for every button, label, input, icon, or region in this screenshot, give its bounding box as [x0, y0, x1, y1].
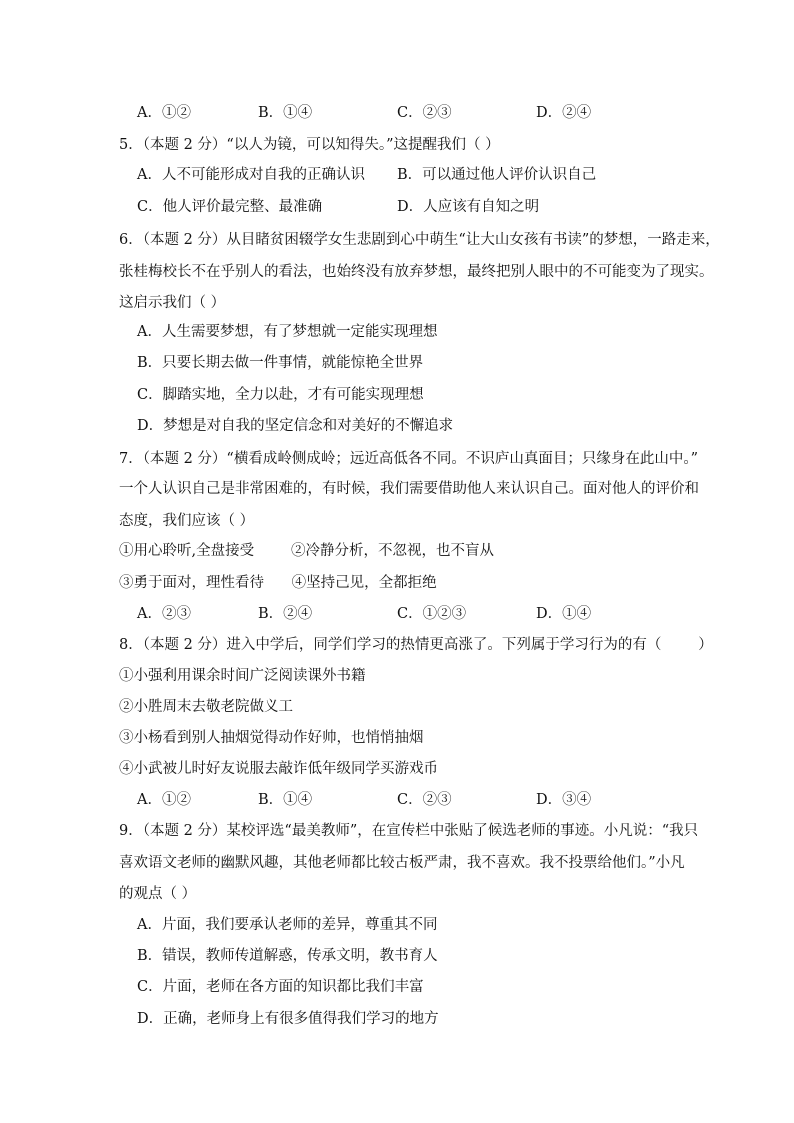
q6-option-d: D．梦想是对自我的坚定信念和对美好的不懈追求	[137, 418, 454, 434]
q7-items-line2: ③勇于面对，理性看待 ④坚持己见，全都拒绝	[119, 575, 437, 591]
q8-option-c: C．②③	[397, 792, 452, 808]
q9-stem-line2: 喜欢语文老师的幽默风趣，其他老师都比较古板严肃，我不喜欢。我不投票给他们。”小凡	[119, 855, 685, 871]
q8-option-a: A．①②	[137, 792, 191, 808]
q7-options	[137, 605, 657, 623]
q9-option-a: A．片面，我们要承认老师的差异，尊重其不同	[137, 917, 438, 933]
q6-option-a: A．人生需要梦想，有了梦想就一定能实现理想	[137, 324, 438, 340]
q9-option-b: B．错误，教师传道解惑，传承文明，教书育人	[137, 948, 438, 964]
q6-stem-line3: 这启示我们（ ）	[119, 295, 226, 311]
q5-option-a: A．人不可能形成对自我的正确认识	[137, 167, 365, 183]
q7-option-c: C．①②③	[397, 606, 467, 622]
q7-option-b: B．②④	[258, 606, 313, 622]
q7-stem-line3: 态度，我们应该（ ）	[119, 513, 255, 529]
q5-option-d: D．人应该有自知之明	[397, 199, 540, 215]
q7-stem-line2: 一个人认识自己是非常困难的，有时候，我们需要借助他人来认识自己。面对他人的评价和	[119, 481, 699, 497]
q5-options-row1	[137, 166, 657, 184]
q5-option-c: C．他人评价最完整、最准确	[137, 199, 323, 215]
q6-option-b: B．只要长期去做一件事情，就能惊艳全世界	[137, 355, 424, 371]
q5-option-b: B．可以通过他人评价认识自己	[397, 167, 597, 183]
q6-stem-line1: 6．（本题 2 分）从目睹贫困辍学女生悲剧到心中萌生“让大山女孩有书读”的梦想，一路走来，	[119, 232, 720, 248]
q4-option-d: D．②④	[536, 105, 592, 121]
q4-option-b: B．①④	[258, 105, 313, 121]
q4-option-a: A．①②	[137, 105, 191, 121]
q4-option-c: C．②③	[397, 105, 452, 121]
q9-stem-line1: 9．（本题 2 分）某校评选“最美教师”，在宣传栏中张贴了候选老师的事迹。小凡说：“我只	[119, 823, 699, 839]
q8-stem: 8．（本题 2 分）进入中学后，同学们学习的热情更高涨了。下列属于学习行为的有（ ）	[119, 637, 713, 653]
q8-option-d: D．③④	[536, 792, 592, 808]
q8-item-3: ③小杨看到别人抽烟觉得动作好帅，也悄悄抽烟	[119, 730, 424, 746]
q8-options	[137, 791, 657, 809]
q5-options-row2	[137, 198, 657, 216]
q8-item-4: ④小武被儿时好友说服去敲诈低年级同学买游戏币	[119, 761, 438, 777]
q7-option-d: D．①④	[536, 606, 592, 622]
q9-option-d: D．正确，老师身上有很多值得我们学习的地方	[137, 1011, 439, 1027]
q8-item-2: ②小胜周末去敬老院做义工	[119, 699, 293, 715]
q8-option-b: B．①④	[258, 792, 313, 808]
q6-stem-line2: 张桂梅校长不在乎别人的看法，也始终没有放弃梦想，最终把别人眼中的不可能变为了现实。	[119, 264, 714, 280]
q6-option-c: C．脚踏实地，全力以赴，才有可能实现理想	[137, 387, 424, 403]
q9-stem-line3: 的观点（ ）	[119, 886, 197, 902]
q7-stem-line1: 7．（本题 2 分）“横看成岭侧成岭；远近高低各不同。不识庐山真面目；只缘身在此山中。”	[119, 451, 698, 467]
q7-items-line1: ①用心聆听,全盘接受 ②冷静分析，不忽视，也不盲从	[119, 543, 494, 559]
q8-item-1: ①小强利用课余时间广泛阅读课外书籍	[119, 668, 366, 684]
q9-option-c: C．片面，老师在各方面的知识都比我们丰富	[137, 979, 424, 995]
q5-stem: 5．（本题 2 分）“以人为镜，可以知得失。”这提醒我们（ ）	[119, 137, 500, 153]
q7-option-a: A．②③	[137, 606, 191, 622]
q4-options	[137, 104, 657, 122]
